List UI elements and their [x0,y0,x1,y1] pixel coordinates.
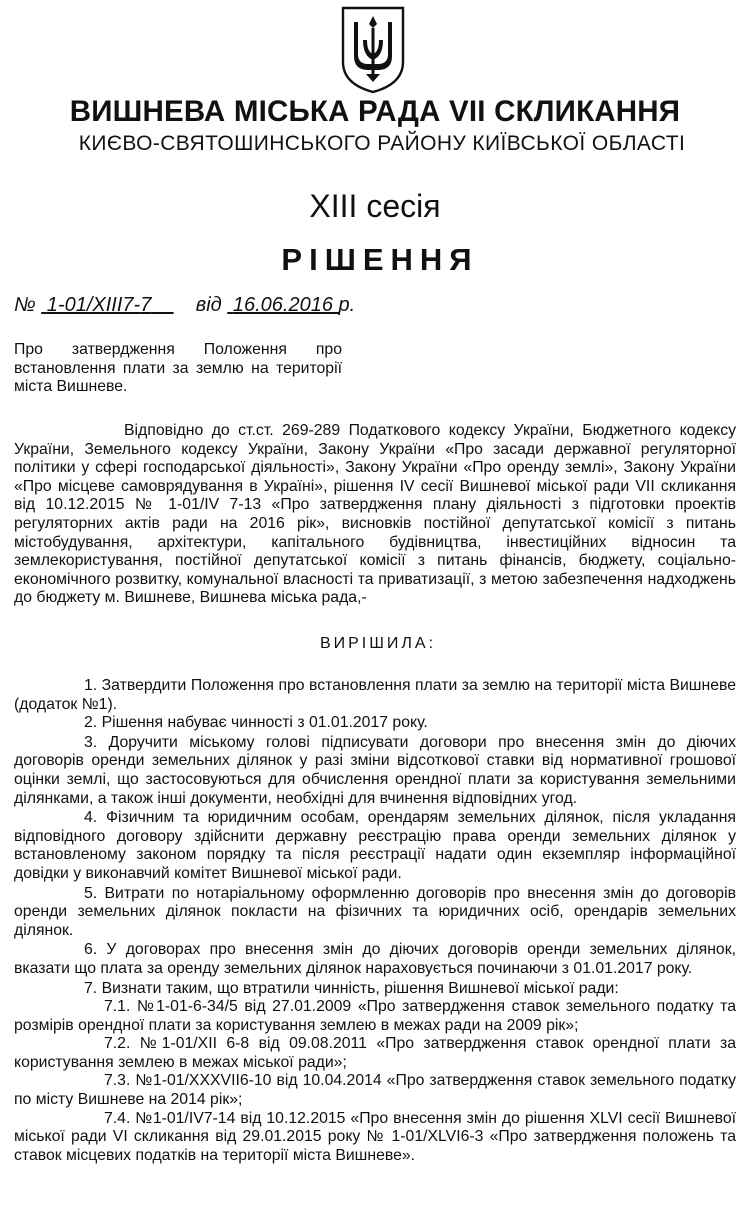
decision-item: 2. Рішення набуває чинності з 01.01.2017 року. [84,714,428,732]
council-subtitle: КИЄВО-СВЯТОШИНСЬКОГО РАЙОНУ КИЇВСЬКОЇ ОБЛАСТІ [78,132,686,155]
session-label: XIII сесія [309,188,441,224]
number-prefix: № [14,294,36,316]
decision-item: 6. У договорах про внесення змін до діючих договорів оренди земельних ділянок, вказати що плата за оренду земельних ділянок нараховується починаючи з 01.01.2017 року. [14,941,736,977]
decree-number-line [14,292,355,318]
decree-number-text: 1-01/XIII7- [46,294,141,316]
decision-subitem: 7.1. №1-01-6-34/5 від 27.01.2009 «Про затвердження ставок земельного податку та розмірів орендної плати за користування землею в межах ради на 2009 рік»; [14,998,736,1034]
decision-subitem: 7.2. №1-01/XII 6-8 від 09.08.2011 «Про затвердження ставок орендної плати за користування землею в межах міської ради»; [14,1035,736,1071]
decision-subitem: 7.3. №1-01/XXXVII6-10 від 10.04.2014 «Про затвердження ставок земельного податку по місту Вишневе на 2014 рік»; [14,1072,736,1109]
date-suffix: р. [338,294,356,316]
council-title: ВИШНЕВА МІСЬКА РАДА VII СКЛИКАННЯ [69,95,681,128]
decision-item: 4. Фізичним та юридичним особам, орендарям земельних ділянок, після укладання відповідного договору здійснити державну реєстрацію права оренди земельних ділянок у встановленому законом порядку та після реєстрації надати один екземпляр інформаційної довідки у виконавчий комітет Вишневої міської ради. [14,809,736,882]
decision-item: 3. Доручити міському голові підписувати договори про внесення змін до діючих договорів оренди земельних ділянок у разі зміни відсоткової ставки від нормативної грошової оцінки землі, що застосовуються для обчислення орендної плати за користування земельними ділянками, а також інші документи, необхідні для вчинення відповідних угод. [14,733,736,807]
decree-handwritten-number: 7 [140,294,152,316]
date-prefix: від [195,294,222,316]
decision-items [14,677,736,1165]
decision-item: 5. Витрати по нотаріальному оформленню договорів про внесення змін до договорів оренди земельних ділянок покласти на фізичних та юридичних осіб, орендарів земельних ділянок. [14,884,736,939]
decree-date-text: 16.06.2016 [232,294,333,316]
preamble-paragraph: Відповідно до ст.ст. 269-289 Податкового кодексу України, Бюджетного кодексу України, Земельного кодексу України, Закону України «Про засади державної регуляторної політики у сфері господарської діяльності», Закону України «Про оренду землі», Закону України «Про місцеве самоврядування в Україні», рішення IV сесії Вишневої міської ради VII скликання від 10.12.2015 № 1-01/IV 7-13 «Про затвердження плану діяльності з підготовки проектів регуляторних актів ради на 2016 рік», висновків постійної депутатської комісії з питань містобудування, архітектури, капітального будівництва, інвестиційних відносин та землекористування, постійної депутатської комісії з питань фінансів, бюджету, соціально-економічного розвитку, комунальної власності та приватизації, з метою забезпечення надходжень до бюджету м. Вишневе, Вишнева міська рада,- [14,422,736,607]
decision-subject: Про затвердження Положення про встановлення плати за землю на території міста Вишневе. [14,341,342,395]
decision-heading: РІШЕННЯ [281,242,479,277]
decision-item: 1. Затвердити Положення про встановлення плати за землю на території міста Вишневе (додаток №1). [14,677,736,713]
decree-number [41,294,173,316]
trident-coat-of-arms-icon [338,4,408,94]
resolved-heading: ВИРІШИЛА: [319,635,437,652]
decision-item: 7. Визнати таким, що втратили чинність, рішення Вишневої міської ради: [84,979,619,997]
decree-date [227,294,338,316]
decision-subitem: 7.4. №1-01/IV7-14 від 10.12.2015 «Про внесення змін до рішення XLVI сесії Вишневої міської ради VI скликання від 29.01.2015 року № 1-01/XLVI6-3 «Про затвердження положень та ставок місцевих податків на території міста Вишневе». [14,1109,736,1164]
